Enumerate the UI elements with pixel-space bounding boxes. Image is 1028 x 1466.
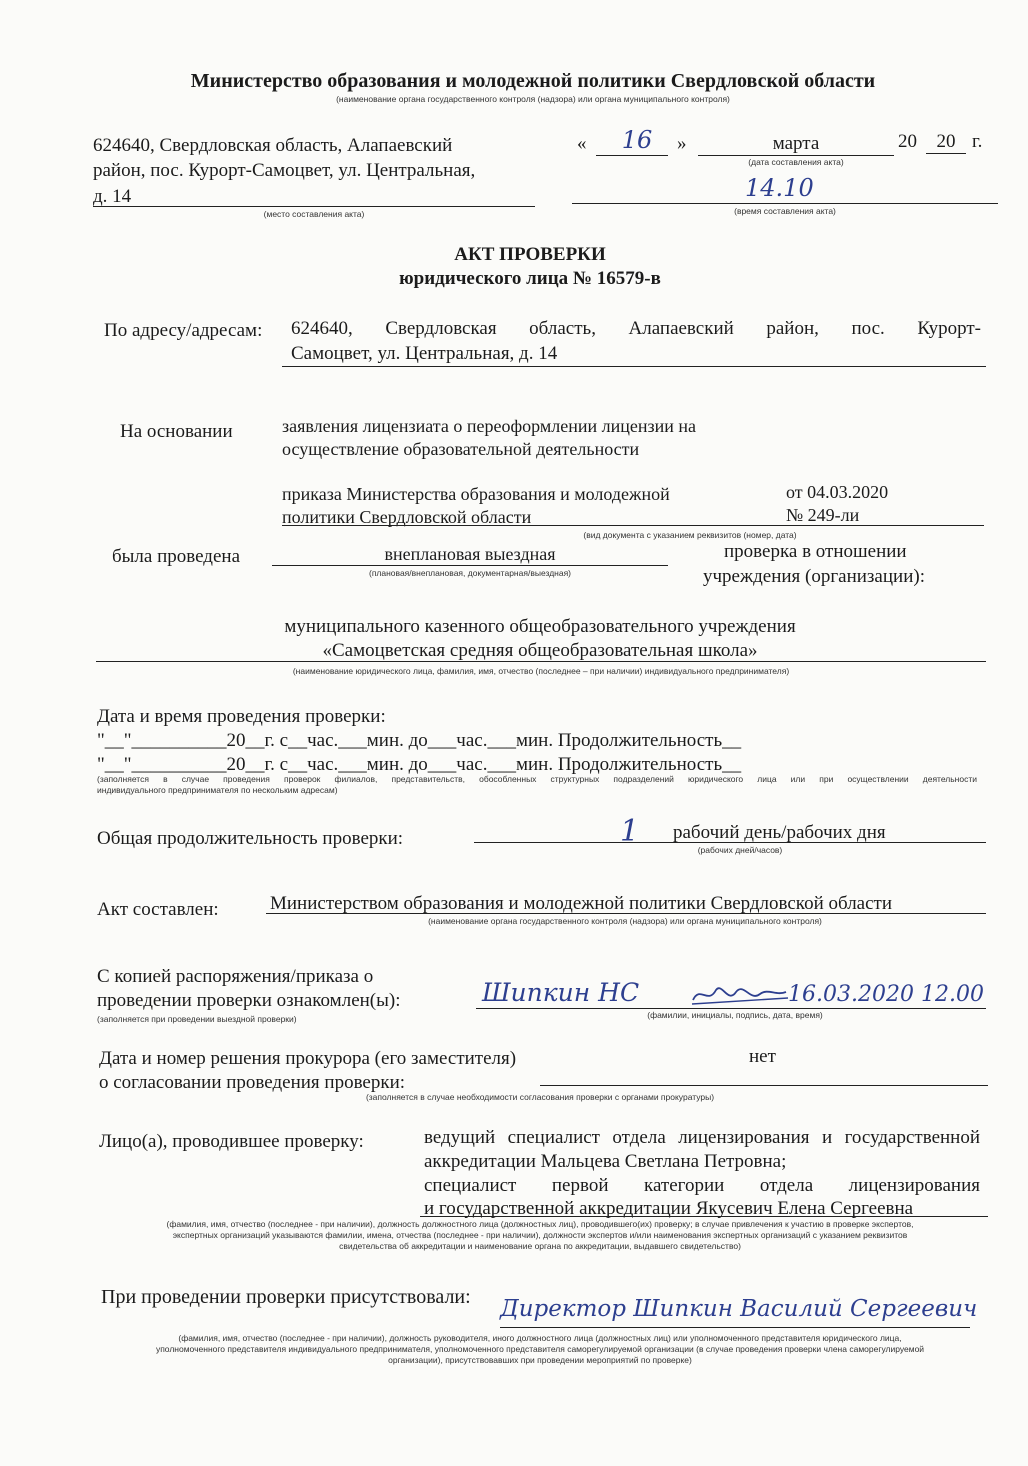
composed-value: Министерством образования и молодежной политики Свердловской области xyxy=(270,893,893,914)
datetime-row-1: "__"__________20__г. с__час.___мин. до___час.___мин. Продолжительность__ xyxy=(97,730,742,751)
organization-caption: (наименование юридического лица, фамилия, имя, отчество (последнее – при наличии) индивидуального предпринимателя) xyxy=(292,666,790,676)
organization-line-1: муниципального казенного общеобразовательного учреждения xyxy=(284,616,796,637)
time-underline xyxy=(572,203,998,204)
date-close-quote: » xyxy=(677,133,687,154)
familiarized-label-line-2: проведении проверки ознакомлен(ы): xyxy=(97,990,401,1011)
familiarized-datetime: 16.03.2020 12.00 xyxy=(788,982,984,1007)
inspectors-line-3: специалист первой категории отдела лицензирования xyxy=(424,1175,980,1196)
datetime-caption-line-1: (заполняется в случае проведения проверок филиалов, представительств, обособленных структурных подразделений юридического лица или при осуществлении деятельности xyxy=(97,774,977,784)
familiarized-signature-scribble xyxy=(690,980,790,1010)
inspectors-label: Лицо(а), проводившее проверку: xyxy=(99,1131,364,1152)
date-year-prefix: 20 xyxy=(898,131,917,152)
conducted-kind-caption: (плановая/внеплановая, документарная/выездная) xyxy=(368,568,572,578)
ministry-caption: (наименование органа государственного контроля (надзора) или органа муниципального контроля) xyxy=(336,94,730,104)
conducted-label: была проведена xyxy=(112,546,241,567)
date-day-handwritten: 16 xyxy=(621,126,653,154)
conducted-suffix-line-1: проверка в отношении xyxy=(724,541,907,562)
present-caption-line-3: организации), присутствовавших при проведении мероприятий по проверке) xyxy=(388,1355,692,1365)
address-line-1: 624640, Свердловская область, Алапаевский район, пос. Курорт- xyxy=(291,318,981,339)
duration-caption: (рабочих дней/часов) xyxy=(697,845,783,855)
prosecutor-underline xyxy=(540,1085,988,1086)
act-title: АКТ ПРОВЕРКИ xyxy=(454,244,606,265)
date-open-quote: « xyxy=(577,133,587,154)
basis-underline xyxy=(282,525,984,526)
date-day-underline xyxy=(596,155,668,156)
conducted-kind: внеплановая выездная xyxy=(384,544,556,564)
present-caption-line-1: (фамилия, имя, отчество (последнее - при наличии), должность руководителя, иного должностного лица (должностных лиц) или уполномоченного представителя юридического лица, xyxy=(178,1333,902,1343)
familiarized-signature: Шипкин НС xyxy=(482,978,640,1007)
address-label: По адресу/адресам: xyxy=(104,320,263,341)
basis-statement-line-2: осуществление образовательной деятельности xyxy=(282,439,640,459)
present-caption-line-2: уполномоченного представителя индивидуального предпринимателя, уполномоченного представителя саморегулируемой организации (в случае проведения проверки члена саморегулируемой xyxy=(155,1344,925,1354)
familiarized-underline xyxy=(476,1008,986,1009)
familiarized-label-caption: (заполняется при проведении выездной проверки) xyxy=(97,1014,297,1024)
prosecutor-value: нет xyxy=(749,1046,776,1067)
datetime-row-2: "__"__________20__г. с__час.___мин. до___час.___мин. Продолжительность__ xyxy=(97,754,742,775)
basis-label: На основании xyxy=(120,421,233,442)
organization-underline xyxy=(96,661,986,662)
basis-order-date: от 04.03.2020 xyxy=(786,482,889,502)
address-line-2: Самоцвет, ул. Центральная, д. 14 xyxy=(291,343,558,364)
place-line-1: 624640, Свердловская область, Алапаевский xyxy=(93,135,453,156)
inspectors-caption-line-3: свидетельства об аккредитации и наименование органа по аккредитации, выдавшего свидетельство) xyxy=(339,1241,741,1251)
conducted-kind-underline xyxy=(272,565,668,566)
basis-order-line-1: приказа Министерства образования и молодежной xyxy=(282,484,670,504)
datetime-caption-line-2: индивидуального предпринимателя по нескольким адресам) xyxy=(97,785,338,795)
place-caption: (место составления акта) xyxy=(263,209,365,219)
inspectors-line-2: аккредитации Мальцева Светлана Петровна; xyxy=(424,1151,787,1172)
duration-unit: рабочий день/рабочих дня xyxy=(673,822,886,843)
date-month: марта xyxy=(772,133,820,154)
present-handwritten: Директор Шипкин Василий Сергеевич xyxy=(500,1296,978,1322)
basis-order-number: № 249-ли xyxy=(786,505,860,525)
composed-label: Акт составлен: xyxy=(97,899,219,920)
place-line-3: д. 14 xyxy=(93,186,132,207)
inspectors-line-4: и государственной аккредитации Якусевич Елена Сергеевна xyxy=(424,1198,914,1219)
prosecutor-label-line-1: Дата и номер решения прокурора (его заместителя) xyxy=(99,1048,517,1069)
date-year-suffix: 20 xyxy=(936,131,956,152)
datetime-label: Дата и время проведения проверки: xyxy=(97,706,386,727)
date-year-underline xyxy=(926,153,966,154)
organization-line-2: «Самоцветская средняя общеобразовательная школа» xyxy=(322,640,758,661)
place-line-2: район, пос. Курорт-Самоцвет, ул. Центральная, xyxy=(93,160,476,181)
inspectors-caption-line-1: (фамилия, имя, отчество (последнее - при наличии), должность должностного лица (должностных лиц), проводившего(их) проверку; в случае привлечения к участию в проверке экспертов, xyxy=(166,1219,914,1229)
time-caption: (время составления акта) xyxy=(734,206,836,216)
familiarized-label-line-1: С копией распоряжения/приказа о xyxy=(97,966,374,987)
composed-underline xyxy=(266,913,986,914)
inspectors-caption-line-2: экспертных организаций указываются фамилии, имена, отчества (последнее - при наличии), должности экспертов и/или наименования экспертных организаций с указанием реквизитов xyxy=(172,1230,908,1240)
basis-caption: (вид документа с указанием реквизитов (номер, дата) xyxy=(583,530,797,540)
duration-underline xyxy=(474,842,986,843)
composed-caption: (наименование органа государственного контроля (надзора) или органа муниципального контроля) xyxy=(428,916,822,926)
inspectors-underline xyxy=(420,1216,988,1217)
prosecutor-caption: (заполняется в случае необходимости согласования проверки с органами прокуратуры) xyxy=(365,1092,715,1102)
basis-order-line-2: политики Свердловской области xyxy=(282,507,532,527)
basis-statement-line-1: заявления лицензиата о переоформлении лицензии на xyxy=(282,416,696,436)
time-handwritten: 14.10 xyxy=(745,174,814,202)
conducted-suffix-line-2: учреждения (организации): xyxy=(703,566,925,587)
place-underline xyxy=(93,206,535,207)
duration-value-handwritten: 1 xyxy=(620,814,640,849)
familiarized-caption: (фамилии, инициалы, подпись, дата, время) xyxy=(647,1010,823,1020)
ministry-heading: Министерство образования и молодежной политики Свердловской области xyxy=(190,70,876,92)
act-subtitle: юридического лица № 16579-в xyxy=(399,268,661,289)
date-month-underline xyxy=(698,155,894,156)
present-label: При проведении проверки присутствовали: xyxy=(101,1286,471,1308)
date-year-unit: г. xyxy=(972,131,983,152)
date-caption: (дата составления акта) xyxy=(748,157,844,167)
address-underline xyxy=(282,366,986,367)
present-underline xyxy=(500,1327,970,1328)
duration-label: Общая продолжительность проверки: xyxy=(97,828,404,849)
inspectors-line-1: ведущий специалист отдела лицензирования и государственной xyxy=(424,1127,980,1148)
prosecutor-label-line-2: о согласовании проведения проверки: xyxy=(99,1072,406,1093)
